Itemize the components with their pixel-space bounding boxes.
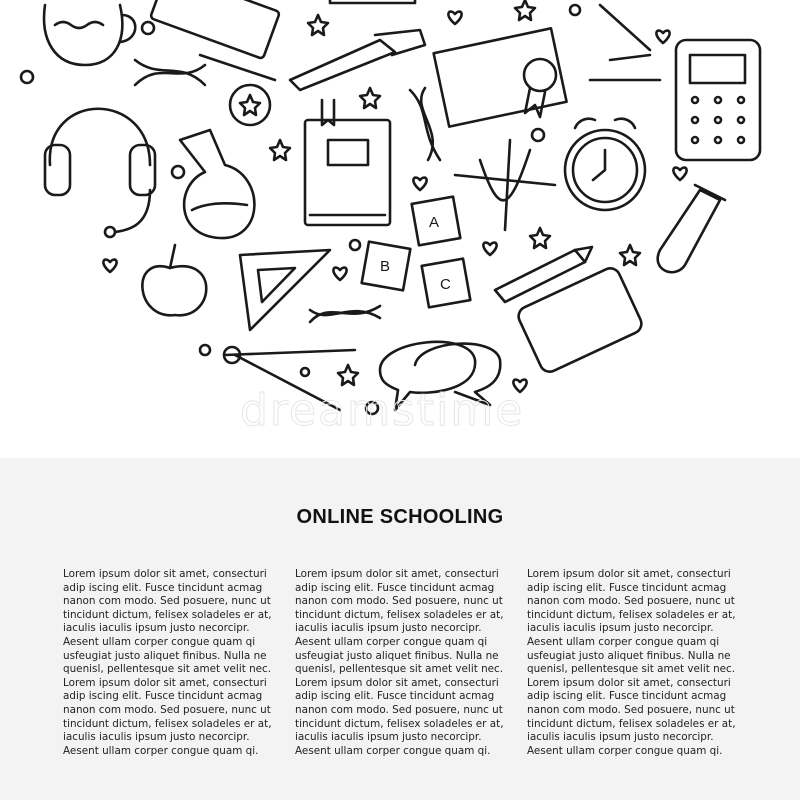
monitor-icon (150, 0, 280, 80)
block-a: A (429, 214, 440, 231)
dna-icon-3 (310, 306, 380, 322)
headphones-icon (45, 109, 155, 237)
graph-icon (455, 140, 555, 230)
apple-icon (142, 245, 206, 315)
smartphone-icon (515, 265, 644, 375)
pencil-icon (495, 247, 592, 302)
calculator-icon (676, 40, 760, 160)
page-title: ONLINE SCHOOLING (296, 506, 504, 528)
block-c: C (440, 276, 451, 293)
text-column-3: Lorem ipsum dolor sit amet, consecturi adip iscing elit. Fusce tincidunt acmag nanon com modo. Sed posuere, nunc ut tincidunt dictum, felisex soladeles er at, iaculis iaculis ipsum justo necorcipr. Aesent ullam corper congue quam qi usfeugiat justo aliquet finibus. Nulla ne quenisl, pellentesque sit amet velit nec. Lorem ipsum dolor sit amet, consecturi adip iscing elit. Fusce tincidunt acmag nanon com modo. Sed posuere, nunc ut tincidunt dictum, felisex soladeles er at, iaculis iaculis ipsum justo necorcipr. Aesent ullam corper congue quam qi. (527, 568, 736, 757)
certificate-icon (434, 28, 567, 126)
block-b: B (380, 258, 391, 275)
flask-icon (180, 130, 254, 238)
test-tube-icon (658, 185, 725, 272)
book-icon (305, 100, 390, 225)
abc-blocks-icon (362, 197, 471, 308)
dna-icon (135, 60, 205, 85)
text-column-1: Lorem ipsum dolor sit amet, consecturi adip iscing elit. Fusce tincidunt acmag nanon com modo. Sed posuere, nunc ut tincidunt dictum, felisex soladeles er at, iaculis iaculis ipsum justo necorcipr. Aesent ullam corper congue quam qi usfeugiat justo aliquet finibus. Nulla ne quenisl, pellentesque sit amet velit nec. Lorem ipsum dolor sit amet, consecturi adip iscing elit. Fusce tincidunt acmag nanon com modo. Sed posuere, nunc ut tincidunt dictum, felisex soladeles er at, iaculis iaculis ipsum justo necorcipr. Aesent ullam corper congue quam qi. (63, 568, 272, 757)
text-column-2: Lorem ipsum dolor sit amet, consecturi adip iscing elit. Fusce tincidunt acmag nanon com modo. Sed posuere, nunc ut tincidunt dictum, felisex soladeles er at, iaculis iaculis ipsum justo necorcipr. Aesent ullam corper congue quam qi usfeugiat justo aliquet finibus. Nulla ne quenisl, pellentesque sit amet velit nec. Lorem ipsum dolor sit amet, consecturi adip iscing elit. Fusce tincidunt acmag nanon com modo. Sed posuere, nunc ut tincidunt dictum, felisex soladeles er at, iaculis iaculis ipsum justo necorcipr. Aesent ullam corper congue quam qi. (295, 568, 504, 757)
pen-icon (290, 30, 425, 90)
mug-icon (44, 5, 135, 65)
ruler-icon (330, 0, 415, 3)
star-coin-icon (230, 85, 270, 125)
alarm-clock-icon (565, 119, 645, 210)
set-square-icon (240, 250, 330, 330)
watermark: dreamstime (240, 385, 525, 436)
dna-icon-2 (410, 88, 440, 160)
lamp-icon (590, 5, 660, 80)
